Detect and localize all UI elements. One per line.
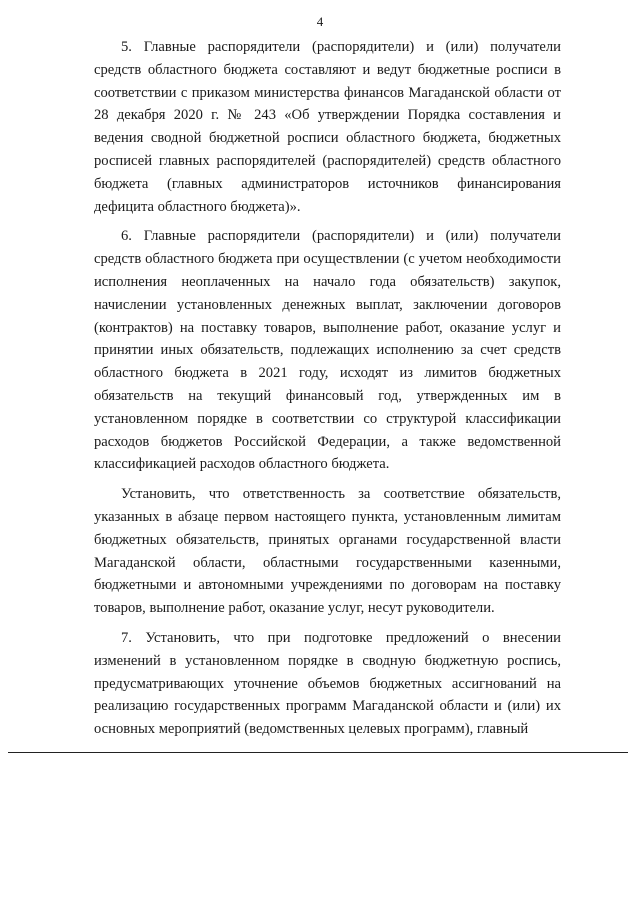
page-bottom-rule	[8, 752, 628, 753]
paragraph-7: 7. Установить, что при подготовке предложений о внесении изменений в установленном порядке в сводную бюджетную роспись, предусматривающих уточнение объемов бюджетных ассигнований на реализацию государственных программ Магаданской области и (или) их основных мероприятий (ведомственных целевых программ), главный	[94, 629, 561, 738]
paragraph-6-continuation: Установить, что ответственность за соответствие обязательств, указанных в абзаце первом настоящего пункта, установленным лимитам бюджетных обязательств, принятых органами государственной власти Магаданской области, областными государственными казенными, бюджетными и автономными учреждениями по договорам на поставку товаров, выполнение работ, оказание услуг, несут руководители.	[94, 486, 561, 617]
page-number: 4	[316, 14, 324, 29]
document-body	[94, 36, 561, 741]
paragraph-6: 6. Главные распорядители (распорядители) и (или) получатели средств областного бюджета при осуществлении (с учетом необходимости исполнения неоплаченных на начало года обязательств) закупок, начислении установленных денежных выплат, заключении договоров (контрактов) на поставку товаров, выполнение работ, оказание услуг и принятии иных обязательств, подлежащих исполнению за счет средств областного бюджета в 2021 году, исходят из лимитов бюджетных обязательств на текущий финансовый год, утвержденных им в установленном порядке в соответствии со структурой классификации расходов бюджетов Российской Федерации, а также ведомственной классификацией расходов областного бюджета.	[94, 228, 561, 473]
paragraph-5: 5. Главные распорядители (распорядители) и (или) получатели средств областного бюджета составляют и ведут бюджетные росписи в соответствии с приказом министерства финансов Магаданской области от 28 декабря 2020 г. № 243 «Об утверждении Порядка составления и ведения сводной бюджетной росписи областного бюджета, бюджетных росписей главных распорядителей (распорядителей) средств областного бюджета (главных администраторов источников финансирования дефицита областного бюджета)».	[94, 39, 561, 215]
